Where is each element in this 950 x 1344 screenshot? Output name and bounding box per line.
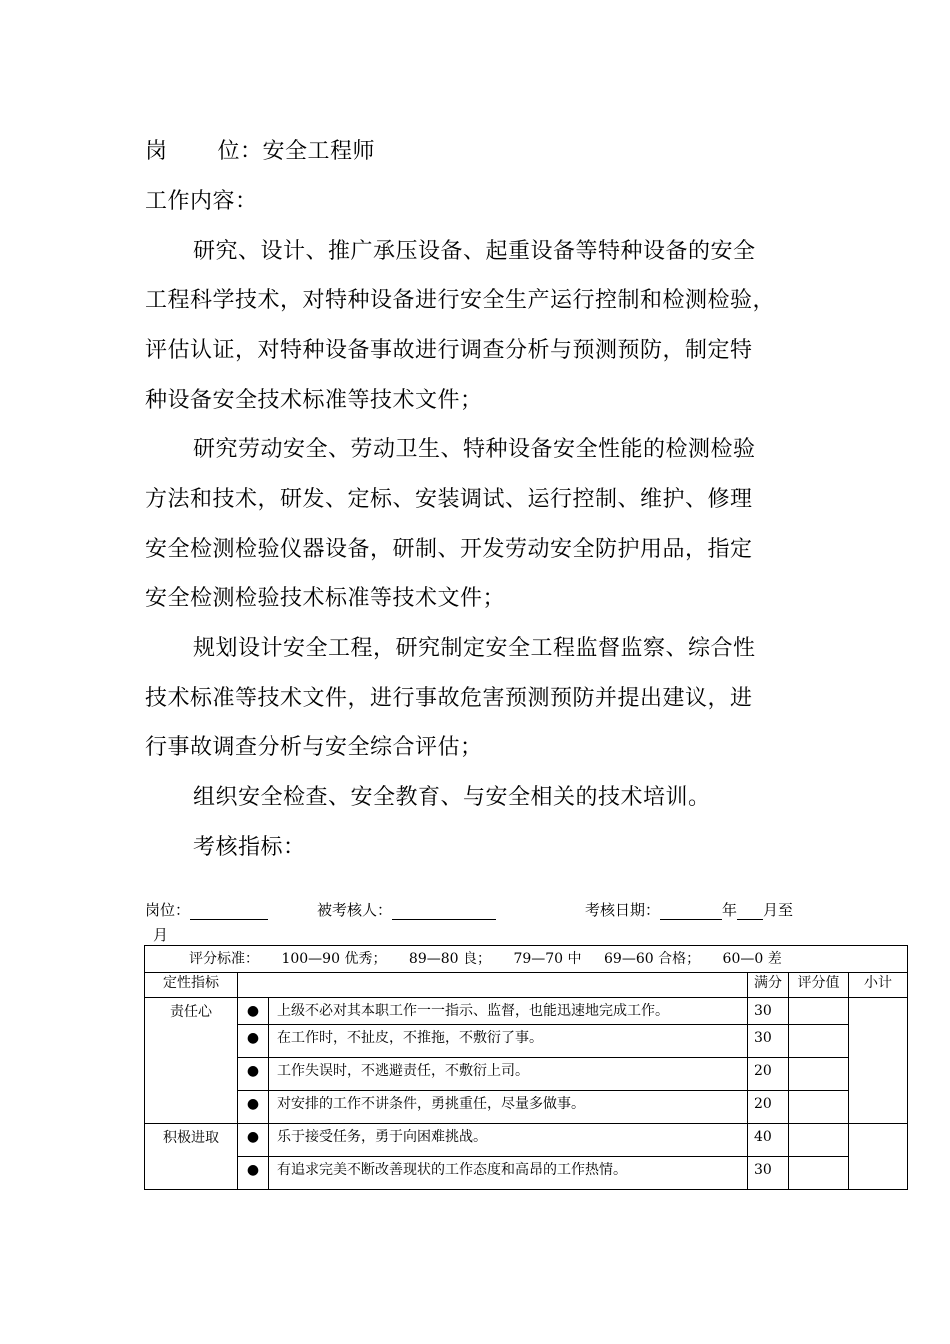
paragraph-line: 研究劳动安全、劳动卫生、特种设备安全性能的检测检验 xyxy=(193,437,756,462)
header-subtotal: 小计 xyxy=(849,973,908,998)
year-label: 年 xyxy=(722,901,738,919)
category-responsibility: 责任心 xyxy=(145,998,238,1124)
item-full-score: 20 xyxy=(748,1058,789,1091)
paragraph-line: 种设备安全技术标准等技术文件； xyxy=(145,388,483,413)
form-post-field xyxy=(145,900,268,920)
header-score-value: 评分值 xyxy=(789,973,849,998)
header-indicator: 定性指标 xyxy=(145,973,238,998)
subtotal-cell[interactable] xyxy=(849,1124,908,1190)
header-full-score: 满分 xyxy=(748,973,789,998)
bullet-icon: ● xyxy=(238,1157,269,1190)
category-initiative: 积极进取 xyxy=(145,1124,238,1190)
position-label-2: 位： xyxy=(217,139,263,164)
paragraph-line: 技术标准等技术文件，进行事故危害预测预防并提出建议，进 xyxy=(145,686,753,711)
table-row xyxy=(145,1058,908,1091)
table-row xyxy=(145,1025,908,1058)
item-full-score: 30 xyxy=(748,998,789,1025)
date-label: 考核日期： xyxy=(585,901,661,919)
month-to-label: 月至 xyxy=(763,901,794,919)
item-text: 乐于接受任务，勇于向困难挑战。 xyxy=(269,1124,748,1157)
bullet-icon: ● xyxy=(238,1025,269,1058)
assessment-table xyxy=(144,945,908,1190)
bullet-icon: ● xyxy=(238,1124,269,1157)
position-label: 岗 xyxy=(145,139,168,164)
score-input-cell[interactable] xyxy=(789,1157,849,1190)
paragraph-line: 安全检测检验技术标准等技术文件； xyxy=(145,586,506,611)
item-text: 有追求完美不断改善现状的工作态度和高昂的工作热情。 xyxy=(269,1157,748,1190)
score-input-cell[interactable] xyxy=(789,1124,849,1157)
table-row xyxy=(145,1157,908,1190)
paragraph-line: 行事故调查分析与安全综合评估； xyxy=(145,735,483,760)
table-header-row xyxy=(145,973,908,998)
month-label: 月 xyxy=(153,926,169,944)
work-content-heading: 工作内容： xyxy=(145,189,258,214)
post-label: 岗位： xyxy=(145,901,191,919)
item-text: 工作失误时，不逃避责任，不敷衍上司。 xyxy=(269,1058,748,1091)
paragraph-line: 评估认证，对特种设备事故进行调查分析与预测预防，制定特 xyxy=(145,338,753,363)
assessee-label: 被考核人： xyxy=(317,901,393,919)
bullet-icon: ● xyxy=(238,1091,269,1124)
item-full-score: 30 xyxy=(748,1025,789,1058)
paragraph-line: 工程科学技术，对特种设备进行安全生产运行控制和检测检验， xyxy=(145,288,776,313)
standard-pass: 69—60 合格； xyxy=(604,951,701,967)
subtotal-cell[interactable] xyxy=(849,998,908,1124)
form-assessee-field xyxy=(317,900,496,920)
score-input-cell[interactable] xyxy=(789,1025,849,1058)
standard-poor: 60—0 差 xyxy=(722,951,782,967)
score-input-cell[interactable] xyxy=(789,1091,849,1124)
paragraph-line: 安全检测检验仪器设备，研制、开发劳动安全防护用品，指定 xyxy=(145,537,753,562)
standard-medium: 79—70 中 xyxy=(513,951,582,967)
header-blank xyxy=(238,973,748,998)
score-input-cell[interactable] xyxy=(789,998,849,1025)
standard-good: 89—80 良； xyxy=(408,951,491,967)
scoring-standard-cell xyxy=(145,946,908,973)
item-full-score: 40 xyxy=(748,1124,789,1157)
item-text: 在工作时，不扯皮，不推拖，不敷衍了事。 xyxy=(269,1025,748,1058)
standard-label: 评分标准： xyxy=(189,951,259,967)
item-full-score: 30 xyxy=(748,1157,789,1190)
standard-excellent: 100—90 优秀； xyxy=(281,951,387,967)
month-blank[interactable] xyxy=(737,903,763,920)
score-input-cell[interactable] xyxy=(789,1058,849,1091)
position-line xyxy=(145,137,375,167)
paragraph-line: 研究、设计、推广承压设备、起重设备等特种设备的安全 xyxy=(193,239,756,264)
paragraph-line: 组织安全检查、安全教育、与安全相关的技术培训。 xyxy=(193,785,711,810)
year-blank[interactable] xyxy=(660,903,722,920)
bullet-icon: ● xyxy=(238,1058,269,1091)
assessment-heading: 考核指标： xyxy=(193,835,306,860)
item-text: 上级不必对其本职工作一一指示、监督，也能迅速地完成工作。 xyxy=(269,998,748,1025)
paragraph-line: 规划设计安全工程，研究制定安全工程监督监察、综合性 xyxy=(193,636,756,661)
post-blank[interactable] xyxy=(190,903,268,920)
position-value: 安全工程师 xyxy=(262,139,376,164)
table-row xyxy=(145,1091,908,1124)
bullet-icon: ● xyxy=(238,998,269,1025)
table-row xyxy=(145,998,908,1025)
item-full-score: 20 xyxy=(748,1091,789,1124)
paragraph-line: 方法和技术，研发、定标、安装调试、运行控制、维护、修理 xyxy=(145,487,753,512)
item-text: 对安排的工作不讲条件，勇挑重任，尽量多做事。 xyxy=(269,1091,748,1124)
table-row xyxy=(145,1124,908,1157)
scoring-standard-row xyxy=(145,946,908,973)
form-date-field xyxy=(585,900,793,920)
assessee-blank[interactable] xyxy=(392,903,496,920)
